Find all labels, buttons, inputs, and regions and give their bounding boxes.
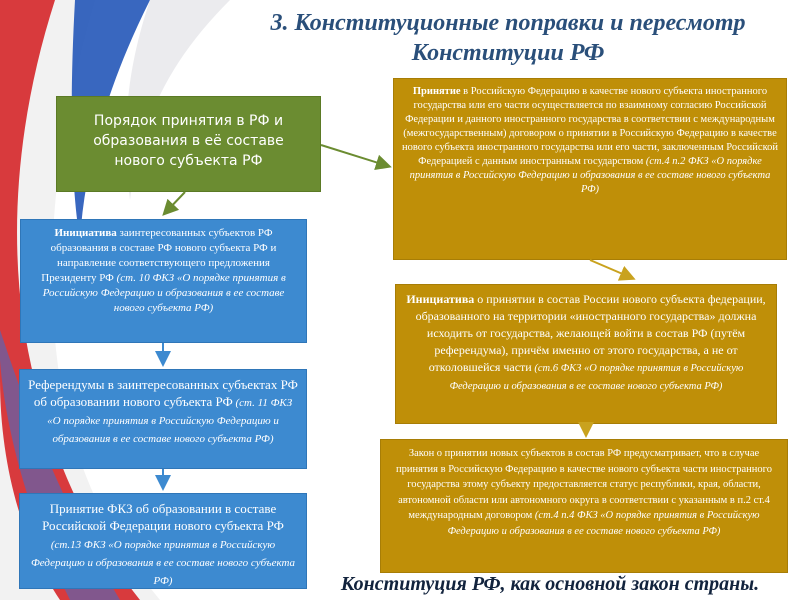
referendums-box [19,369,307,469]
slide-title [228,8,788,68]
law-ref: (ст.4 п.4 ФКЗ «О порядке принятия в Российскую Федерацию и образования в ее составе нового субъекта РФ) [447,510,760,537]
adoption-ref: (ст.4 п.2 ФКЗ «О порядке принятия в Российскую Федерацию и образования в ее составе нового субъекта РФ) [409,156,771,195]
initiative-subjects-ref: (ст. 10 ФКЗ «О порядке принятия в Российскую Федерацию и образования в ее составе нового субъекта РФ) [42,272,286,314]
initiative-foreign-text: о принятии в состав России нового субъекта федерации, образованного на территории «иностранного государства» должна исходить от государства, желающей войти в состав РФ (путём референдума), причём именно от этого государства, а не от отколовшейся части [415,292,766,374]
fkz-adoption-ref: (ст.13 ФКЗ «О порядке принятия в Российскую Федерацию и образования в ее составе нового субъекта РФ) [30,539,296,587]
slide-title-line1: 3. Конституционные поправки и пересмотр [270,10,746,36]
adoption-text: в Российскую Федерацию в качестве нового субъекта иностранного государства или его части осуществляется по взаимному согласию Российской Федерации и данного иностранного государства в соответствии с международным (межгосударственным) договором о принятии в Российскую Федерацию в качестве нового субъекта иностранного государства или его части, заключенным Российской Федерацией с данным иностранным государством [402,86,779,167]
initiative-foreign-ref: (ст.6 ФКЗ «О порядке принятия в Российскую Федерацию и образования в ее составе нового субъекта РФ) [449,363,744,392]
procedure-box [56,96,321,192]
initiative-subjects-box [20,219,307,343]
footer-caption: Конституция РФ, как основной закон страны. [340,573,760,595]
slide-title-line2: Конституции РФ [411,40,605,66]
initiative-foreign-lead: Инициатива [406,292,475,306]
referendums-ref: (ст. 11 ФКЗ «О порядке принятия в Российскую Федерацию и образования в ее составе нового субъекта РФ) [47,397,293,445]
referendums-text: Референдумы в заинтересованных субъектах РФ об образовании нового субъекта РФ [28,377,298,409]
initiative-subjects-text: заинтересованных субъектов РФ образования в составе РФ нового субъекта РФ и направление соответствующего предложения Президенту РФ [41,227,277,284]
adoption-lead: Принятие [412,86,461,97]
law-text: Закон о принятии новых субъектов в состав РФ предусматривает, что в случае принятия в Российскую Федерацию в качестве нового субъекта части иностранного государства этому субъекту предоставляется статус республики, края, области, автономной области или автономного округа в соответствии с указанным в п.2 ст.4 международным договором [396,448,772,521]
fkz-adoption-box [19,493,307,589]
procedure-text: Порядок принятия в РФ и образования в её составе нового субъекта РФ [93,113,284,169]
law-box [380,439,788,573]
initiative-foreign-box [395,284,777,424]
adoption-box [393,78,787,260]
fkz-adoption-text: Принятие ФКЗ об образовании в составе Российской Федерации нового субъекта РФ [42,501,284,533]
initiative-subjects-lead: Инициатива [54,227,117,239]
